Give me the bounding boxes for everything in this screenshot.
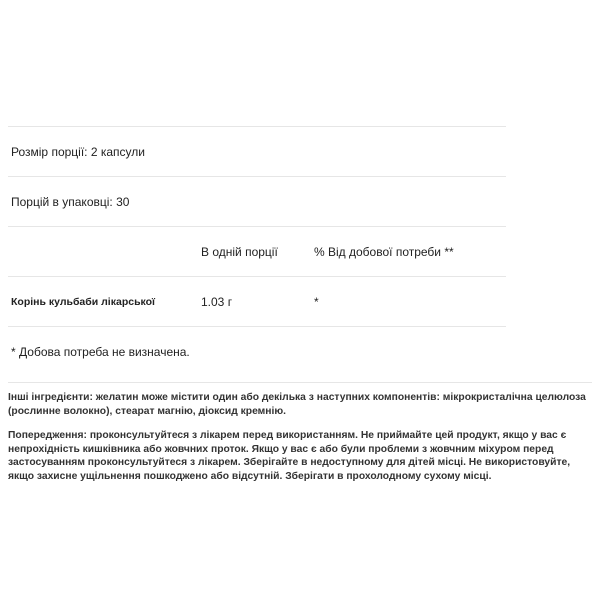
- serving-size: Розмір порції: 2 капсули: [11, 144, 145, 159]
- ingredient-name: Корінь кульбаби лікарської: [11, 295, 156, 308]
- serving-size-row: [8, 126, 506, 176]
- table-row: [8, 276, 506, 326]
- table-header-row: [8, 226, 506, 276]
- supplement-facts-table: [8, 126, 506, 376]
- warnings-text: Попередження: проконсультуйтеся з лікарем перед використанням. Не приймайте цей продукт, якщо у вас є непрохідність кишківника або жовчних проток. Якщо у вас є або були проблеми з жовчним міхуром перед застосуванням проконсультуйтеся з лікарем. Зберігайте в недоступному для дітей місці. Не використовуйте, якщо захисне ущільнення пошкоджено або відсутній. Зберігати в прохолодному сухому місці.: [8, 430, 571, 482]
- footnote: * Добова потреба не визначена.: [11, 344, 190, 359]
- daily-value-header: % Від добової потреби **: [314, 244, 454, 259]
- other-ingredients-text: Інші інгредієнти: желатин може містити один або декілька з наступних компонентів: мікрокристалічна целюлоза (рослинне волокно), стеарат магнію, діоксид кремнію.: [8, 392, 586, 417]
- servings-per-container: Порцій в упаковці: 30: [11, 194, 130, 209]
- ingredient-daily-value: *: [314, 294, 319, 309]
- ingredient-amount: 1.03 г: [201, 294, 233, 309]
- product-notes: [8, 382, 592, 494]
- per-serving-header: В одній порції: [201, 244, 278, 259]
- servings-per-container-row: [8, 176, 506, 226]
- footnote-row: [8, 326, 506, 376]
